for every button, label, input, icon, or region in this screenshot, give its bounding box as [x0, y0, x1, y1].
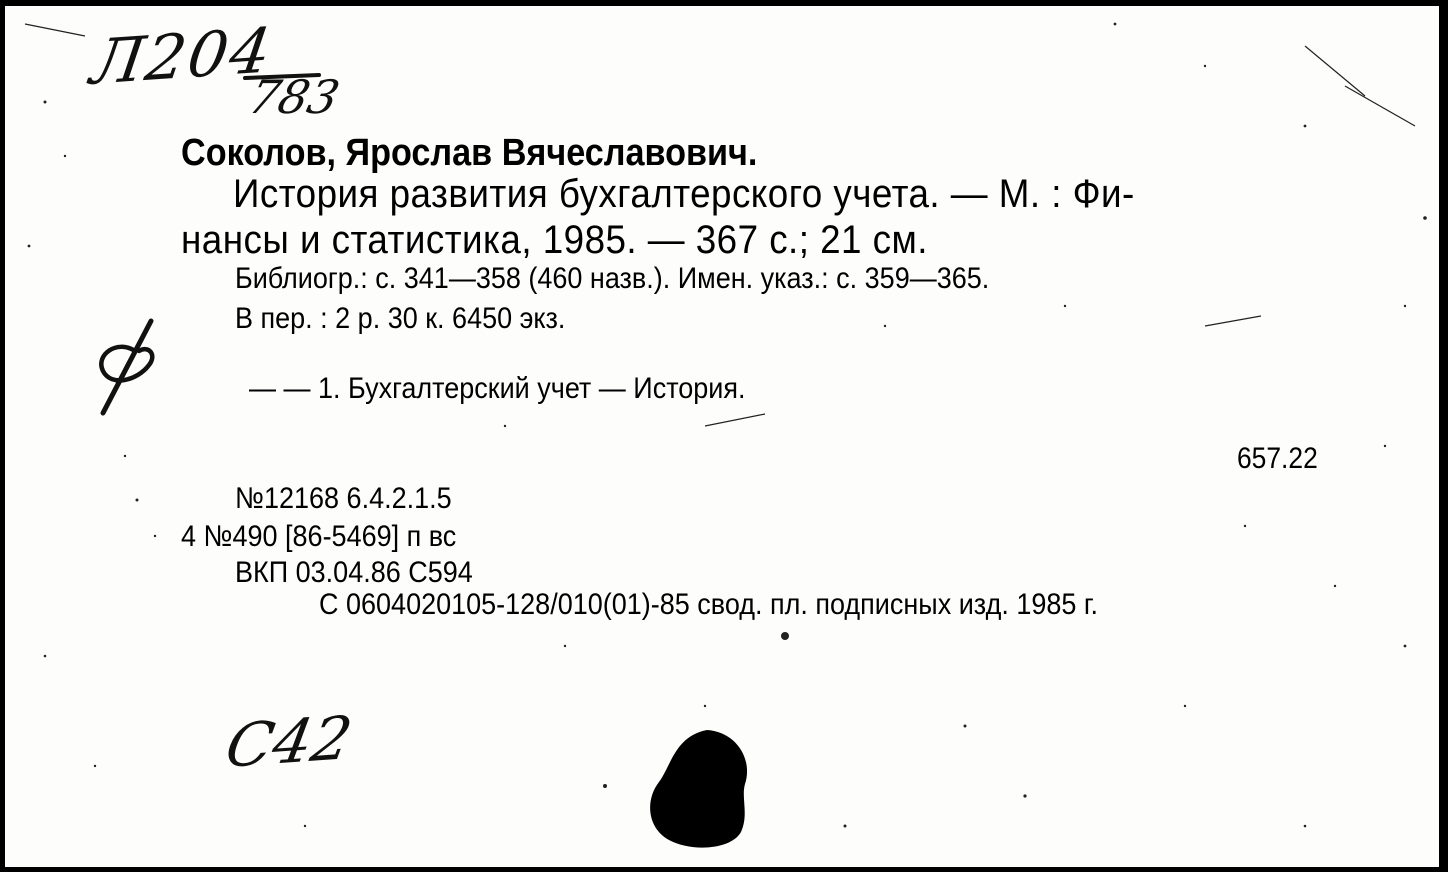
subject-heading: — — 1. Бухгалтерский учет — История.: [249, 372, 746, 405]
title-line-1: История развития бухгалтерского учета. — М. : Фи-: [233, 172, 1135, 216]
udc-number: 657.22: [1237, 442, 1318, 475]
call-number-handwritten-secondary: 783: [243, 70, 345, 124]
punch-hole-icon: [641, 724, 761, 854]
bibliography-note: Библиогр.: с. 341—358 (460 назв.). Имен. указ.: с. 359—365.: [235, 262, 990, 295]
accession-line-3: ВКП 03.04.86 С594: [235, 556, 473, 589]
accession-line-2: 4 №490 [86-5469] п вс: [181, 520, 457, 553]
handwritten-mark-icon: [87, 311, 167, 421]
accession-line-1: №12168 6.4.2.1.5: [235, 482, 452, 515]
title-line-2: нансы и статистика, 1985. — 367 с.; 21 см.: [181, 218, 928, 262]
shelf-mark-handwritten: С42: [220, 703, 358, 782]
call-number-handwritten: Л204: [86, 13, 278, 99]
author-heading: Соколов, Ярослав Вячеславович.: [181, 132, 758, 174]
accession-line-4: С 0604020105-128/010(01)-85 свод. пл. подписных изд. 1985 г.: [319, 588, 1098, 621]
price-note: В пер. : 2 р. 30 к. 6450 экз.: [235, 302, 566, 335]
